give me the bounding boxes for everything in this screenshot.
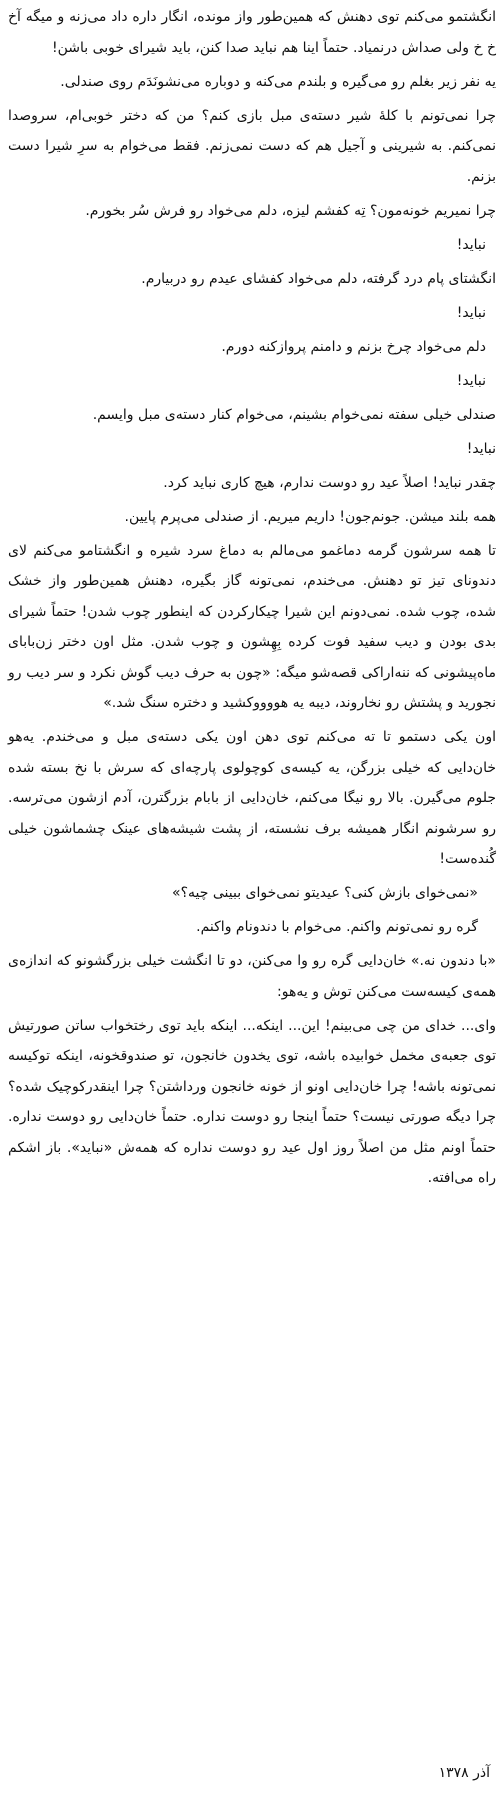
paragraph-18: «با دندون نه.» خان‌دایی گره رو وا می‌کنن، دو تا انگشت خیلی بزرگشونو که اندازه‌ی همه‌ی کیسه‌ست می‌کنن توش و یه‌هو: [8, 953, 496, 1000]
paragraph-1: انگشتمو می‌کنم توی دهنش که همین‌طور واز مونده، انگار داره داد می‌زنه و میگه آخ خ خ ولی صداش درنمیاد. حتماً اینا هم نباید صدا کنن، باید شیرای خوبی باشن! [8, 9, 496, 56]
paragraph-17: گره رو نمی‌تونم واکنم. می‌خوام با دندونام واکنم. [196, 919, 478, 935]
date-line: آذر ۱۳۷۸ [438, 1765, 490, 1781]
paragraph-4: چرا نمیریم خونه‌مون؟ تِه کفشم لیزه، دلم می‌خواد رو فرش سُر بخورم. [85, 202, 496, 219]
paragraph-19: وای... خدای من چی می‌بینم! این... اینکه... اینکه باید توی رختخواب ساتن صورتیش توی جعبه‌ی مخمل خوابیده باشه، توی یخدون خانجون، تو صندوقخونه، اینکه توکیسه نمی‌تونه باشه! چرا خان‌دایی اونو از خونه خانجون ورداشتن؟ چرا اینقدرکوچیک شده؟ چرا دیگه صورتی نیست؟ حتماً اینجا رو دوست نداره. حتماً خان‌دایی رو دوست نداره. حتماً اونم مثل من اصلاً روز اول عید رو دوست نداره که همه‌ش «نباید». باز اشکم راه می‌افته. [8, 1017, 496, 1186]
paragraph-14: تا همه سرشون گرمه دماغمو می‌مالم به دماغ سرد شیره و انگشتامو می‌کنم لای دندونای تیز تو دهنش. می‌خندم، نمی‌تونه گاز بگیره، دهنش همین‌طور واز خشک شده، چوب شده. نمی‌دونم این شیرا چیکارکردن که اینطور چوب شدن! حتماً شیرای بدی بودن و دیب سفید فوت کرده بِهِشون و چوب شدن. مثل اون دختر زن‌بابای ماه‌پیشونی که ننه‌اراکی قصه‌شو میگه: «چون به حرف دیب گوش نکرد و سر دیب رو نجورید و پشتش رو نخاروند، دیبه یه هووووکشید و دختره سنگ شد.» [8, 542, 496, 711]
paragraph-15: اون یکی دستمو تا ته می‌کنم توی دهن اون یکی دسته‌ی مبل و می‌خندم. یه‌هو خان‌دایی که خیلی بزرگن، یه کیسه‌ی کوچولوی پارچه‌ای که سرش با نخ بسته شده جلوم می‌گیرن. بالا رو نیگا می‌کنم، خان‌دایی از بابام بزرگترن، آدم ازشون می‌ترسه. رو سرشونم انگار همیشه برف نشسته، از پشت شیشه‌های عینک چشماشون خیلی گُنده‌ست! [8, 729, 496, 867]
paragraph-5: نباید! [456, 236, 486, 253]
paragraph-10: صندلی خیلی سفته نمی‌خوام بشینم، می‌خوام کنار دسته‌ی مبل وایسم. [92, 406, 496, 423]
paragraph-2: یه نفر زیر بغلم رو می‌گیره و بلندم می‌کنه و دوباره می‌نشونَدَم روی صندلی. [60, 73, 496, 90]
paragraph-6: انگشتای پام درد گرفته، دلم می‌خواد کفشای عیدم رو دربیارم. [141, 270, 496, 287]
paragraph-13: همه بلند میشن. جونم‌جون! داریم میریم. از صندلی می‌پرم پایین. [124, 508, 496, 525]
paragraph-12: چقدر نباید! اصلاً عید رو دوست ندارم، هیچ کاری نباید کرد. [163, 474, 496, 491]
paragraph-3: چرا نمی‌تونم با کلهٔ شیر دسته‌ی مبل بازی کنم؟ من که دختر خوبی‌ام، سروصدا نمی‌کنم. به شیرینی و آجیل هم که دست نمی‌زنم. فقط می‌خوام به سرِ شیرا دست بزنم. [8, 107, 496, 185]
paragraph-9: نباید! [456, 372, 486, 389]
paragraph-16: «نمی‌خوای بازش کنی؟ عیدیتو نمی‌خوای ببینی چیه؟» [172, 885, 478, 901]
paragraph-8: دلم می‌خواد چرخ بزنم و دامنم پروازکنه دورم. [221, 338, 486, 355]
paragraph-7: نباید! [456, 304, 486, 321]
paragraph-11: نباید! [466, 440, 496, 457]
